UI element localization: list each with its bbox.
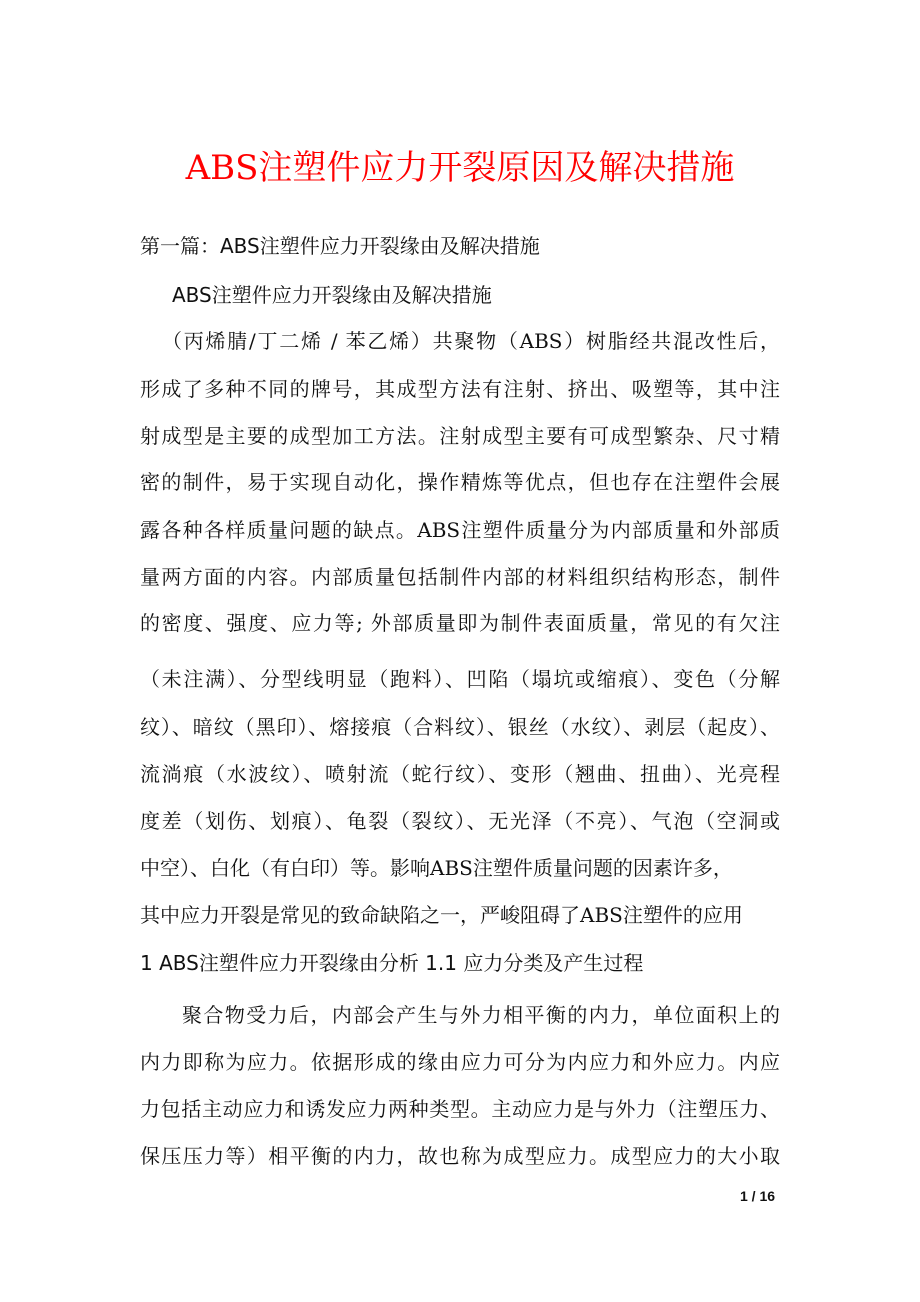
paragraph-line: 中空）、白化（有白印）等。影响ABS注塑件质量问题的因素许多， bbox=[140, 856, 733, 880]
paragraph-line: 聚合物受力后，内部会产生与外力相平衡的内力，单位面积上的 bbox=[182, 1003, 780, 1027]
document-title: ABS注塑件应力开裂原因及解决措施 bbox=[185, 148, 735, 188]
paragraph-line: 保压压力等）相平衡的内力，故也称为成型应力。成型应力的大小取 bbox=[140, 1144, 780, 1168]
paragraph-line: 露各种各样质量问题的缺点。ABS注塑件质量分为内部质量和外部质 bbox=[140, 518, 780, 542]
paragraph-line: 内力即称为应力。依据形成的缘由应力可分为内应力和外应力。内应 bbox=[140, 1050, 780, 1074]
paragraph-line: 量两方面的内容。内部质量包括制件内部的材料组织结构形态，制件 bbox=[140, 565, 780, 589]
paragraph-line: 纹）、暗纹（黑印）、熔接痕（合料纹）、银丝（水纹）、剥层（起皮）、 bbox=[140, 715, 780, 739]
paragraph-line: 流淌痕（水波纹）、喷射流（蛇行纹）、变形（翘曲、扭曲）、光亮程 bbox=[140, 762, 780, 786]
paragraph-line: （未注满）、分型线明显（跑料）、凹陷（塌坑或缩痕）、变色（分解 bbox=[140, 667, 780, 691]
page-indicator: 1 / 16 bbox=[740, 1188, 776, 1204]
paragraph-line: 力包括主动应力和诱发应力两种类型。主动应力是与外力（注塑压力、 bbox=[140, 1097, 780, 1121]
paragraph-line: （丙烯腈/丁二烯 / 苯乙烯）共聚物（ABS）树脂经共混改性后， bbox=[162, 329, 780, 353]
paragraph-line: 度差（划伤、划痕）、龟裂（裂纹）、无光泽（不亮）、气泡（空洞或 bbox=[140, 809, 780, 833]
section-heading-1: 1 ABS注塑件应力开裂缘由分析 1.1 应力分类及产生过程 bbox=[140, 951, 644, 975]
paragraph-line: 其中应力开裂是常见的致命缺陷之一，严峻阻碍了ABS注塑件的应用 bbox=[140, 903, 743, 927]
subheading: ABS注塑件应力开裂缘由及解决措施 bbox=[172, 283, 492, 307]
paragraph-line: 的密度、强度、应力等; 外部质量即为制件表面质量，常见的有欠注 bbox=[140, 611, 780, 635]
section-heading: 第一篇：ABS注塑件应力开裂缘由及解决措施 bbox=[140, 234, 540, 258]
paragraph-line: 密的制件，易于实现自动化，操作精炼等优点，但也存在注塑件会展 bbox=[140, 470, 780, 494]
paragraph-line: 形成了多种不同的牌号，其成型方法有注射、挤出、吸塑等，其中注 bbox=[140, 377, 780, 401]
paragraph-line: 射成型是主要的成型加工方法。注射成型主要有可成型繁杂、尺寸精 bbox=[140, 424, 780, 448]
